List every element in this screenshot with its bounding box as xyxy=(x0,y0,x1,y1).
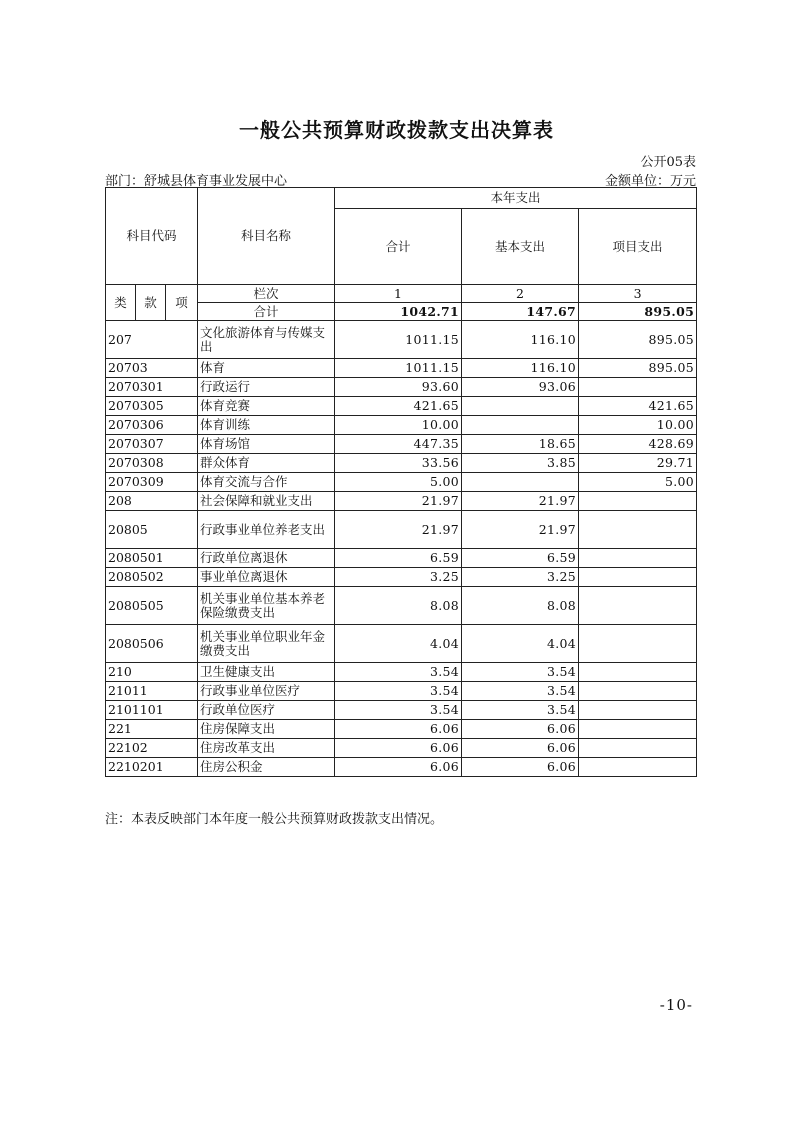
row-basic: 93.06 xyxy=(462,378,579,397)
row-code: 208 xyxy=(106,492,198,511)
header-project: 项目支出 xyxy=(579,209,697,285)
row-name: 社会保障和就业支出 xyxy=(198,492,335,511)
table-row xyxy=(106,720,697,739)
row-total: 421.65 xyxy=(335,397,462,416)
header-lei: 类 xyxy=(106,285,136,321)
table-row xyxy=(106,473,697,492)
row-project: 428.69 xyxy=(579,435,697,454)
row-code: 2080502 xyxy=(106,568,198,587)
row-total: 93.60 xyxy=(335,378,462,397)
row-project xyxy=(579,549,697,568)
row-code: 2080505 xyxy=(106,587,198,625)
row-basic xyxy=(462,416,579,435)
table-row xyxy=(106,416,697,435)
row-basic: 3.85 xyxy=(462,454,579,473)
table-row xyxy=(106,435,697,454)
row-code: 210 xyxy=(106,663,198,682)
row-project xyxy=(579,701,697,720)
row-name: 住房保障支出 xyxy=(198,720,335,739)
row-total: 5.00 xyxy=(335,473,462,492)
page-number: -10- xyxy=(659,996,693,1014)
row-name: 机关事业单位职业年金缴费支出 xyxy=(198,625,335,663)
row-name: 体育 xyxy=(198,359,335,378)
table-row xyxy=(106,739,697,758)
row-basic: 3.54 xyxy=(462,663,579,682)
header-basic: 基本支出 xyxy=(462,209,579,285)
row-name: 行政单位医疗 xyxy=(198,701,335,720)
row-project xyxy=(579,378,697,397)
row-code: 20805 xyxy=(106,511,198,549)
row-code: 21011 xyxy=(106,682,198,701)
row-project xyxy=(579,682,697,701)
table-row xyxy=(106,511,697,549)
row-basic xyxy=(462,397,579,416)
unit-label: 金额单位：万元 xyxy=(604,174,696,189)
row-project xyxy=(579,663,697,682)
table-row xyxy=(106,454,697,473)
header-xiang: 项 xyxy=(166,285,198,321)
row-project xyxy=(579,511,697,549)
row-code: 2101101 xyxy=(106,701,198,720)
table-row xyxy=(106,397,697,416)
table-row xyxy=(106,321,697,359)
row-total: 6.06 xyxy=(335,758,462,777)
row-code: 20703 xyxy=(106,359,198,378)
row-name: 体育竞赛 xyxy=(198,397,335,416)
row-total: 3.54 xyxy=(335,682,462,701)
department-label: 部门：舒城县体育事业发展中心 xyxy=(105,174,288,189)
row-code: 221 xyxy=(106,720,198,739)
row-basic: 4.04 xyxy=(462,625,579,663)
row-total: 21.97 xyxy=(335,492,462,511)
budget-table xyxy=(105,187,697,777)
row-project xyxy=(579,625,697,663)
form-number: 公开05表 xyxy=(640,155,696,170)
row-name: 住房公积金 xyxy=(198,758,335,777)
row-name: 事业单位离退休 xyxy=(198,568,335,587)
row-project xyxy=(579,568,697,587)
footnote: 注：本表反映部门本年度一般公共预算财政拨款支出情况。 xyxy=(105,812,444,827)
row-total: 3.54 xyxy=(335,701,462,720)
row-code: 2070301 xyxy=(106,378,198,397)
row-project: 29.71 xyxy=(579,454,697,473)
row-basic: 18.65 xyxy=(462,435,579,454)
row-basic: 8.08 xyxy=(462,587,579,625)
row-basic: 3.54 xyxy=(462,682,579,701)
table-row xyxy=(106,587,697,625)
row-code: 2210201 xyxy=(106,758,198,777)
row-basic xyxy=(462,473,579,492)
table-row xyxy=(106,378,697,397)
row-name: 行政运行 xyxy=(198,378,335,397)
summary-total: 1042.71 xyxy=(335,303,462,321)
row-project: 10.00 xyxy=(579,416,697,435)
row-name: 行政单位离退休 xyxy=(198,549,335,568)
row-basic: 21.97 xyxy=(462,492,579,511)
header-code: 科目代码 xyxy=(106,188,198,285)
header-col2: 2 xyxy=(462,285,579,303)
row-name: 卫生健康支出 xyxy=(198,663,335,682)
row-name: 机关事业单位基本养老保险缴费支出 xyxy=(198,587,335,625)
row-code: 2070305 xyxy=(106,397,198,416)
row-total: 6.06 xyxy=(335,720,462,739)
header-name: 科目名称 xyxy=(198,188,335,285)
header-annual: 本年支出 xyxy=(335,188,697,209)
row-total: 10.00 xyxy=(335,416,462,435)
row-basic: 21.97 xyxy=(462,511,579,549)
row-code: 2070309 xyxy=(106,473,198,492)
row-project xyxy=(579,758,697,777)
row-code: 2080506 xyxy=(106,625,198,663)
row-total: 33.56 xyxy=(335,454,462,473)
row-total: 8.08 xyxy=(335,587,462,625)
table-row xyxy=(106,701,697,720)
row-code: 2080501 xyxy=(106,549,198,568)
row-project xyxy=(579,492,697,511)
row-basic: 3.25 xyxy=(462,568,579,587)
header-kuan: 款 xyxy=(136,285,166,321)
row-basic: 3.54 xyxy=(462,701,579,720)
row-name: 住房改革支出 xyxy=(198,739,335,758)
row-name: 群众体育 xyxy=(198,454,335,473)
table-row xyxy=(106,625,697,663)
table-row xyxy=(106,359,697,378)
row-total: 1011.15 xyxy=(335,359,462,378)
row-basic: 116.10 xyxy=(462,321,579,359)
row-code: 2070307 xyxy=(106,435,198,454)
row-total: 6.59 xyxy=(335,549,462,568)
row-project: 895.05 xyxy=(579,359,697,378)
row-name: 体育训练 xyxy=(198,416,335,435)
summary-basic: 147.67 xyxy=(462,303,579,321)
row-name: 文化旅游体育与传媒支出 xyxy=(198,321,335,359)
row-name: 行政事业单位医疗 xyxy=(198,682,335,701)
row-basic: 6.59 xyxy=(462,549,579,568)
row-name: 体育场馆 xyxy=(198,435,335,454)
table-row xyxy=(106,549,697,568)
row-project: 895.05 xyxy=(579,321,697,359)
row-total: 3.25 xyxy=(335,568,462,587)
summary-label: 合计 xyxy=(198,303,335,321)
row-total: 1011.15 xyxy=(335,321,462,359)
header-col3: 3 xyxy=(579,285,697,303)
row-project xyxy=(579,720,697,739)
row-code: 22102 xyxy=(106,739,198,758)
row-name: 体育交流与合作 xyxy=(198,473,335,492)
row-code: 2070308 xyxy=(106,454,198,473)
header-col1: 1 xyxy=(335,285,462,303)
row-project xyxy=(579,739,697,758)
row-basic: 6.06 xyxy=(462,739,579,758)
row-code: 2070306 xyxy=(106,416,198,435)
summary-project: 895.05 xyxy=(579,303,697,321)
header-lanci: 栏次 xyxy=(198,285,335,303)
row-project: 421.65 xyxy=(579,397,697,416)
table-row xyxy=(106,568,697,587)
row-total: 4.04 xyxy=(335,625,462,663)
row-project xyxy=(579,587,697,625)
row-total: 447.35 xyxy=(335,435,462,454)
row-total: 21.97 xyxy=(335,511,462,549)
row-basic: 116.10 xyxy=(462,359,579,378)
row-basic: 6.06 xyxy=(462,720,579,739)
table-row xyxy=(106,492,697,511)
row-total: 3.54 xyxy=(335,663,462,682)
page-title: 一般公共预算财政拨款支出决算表 xyxy=(239,118,554,142)
table-row xyxy=(106,758,697,777)
table-row xyxy=(106,682,697,701)
row-total: 6.06 xyxy=(335,739,462,758)
table-row xyxy=(106,663,697,682)
row-name: 行政事业单位养老支出 xyxy=(198,511,335,549)
header-total: 合计 xyxy=(335,209,462,285)
row-code: 207 xyxy=(106,321,198,359)
row-basic: 6.06 xyxy=(462,758,579,777)
row-project: 5.00 xyxy=(579,473,697,492)
